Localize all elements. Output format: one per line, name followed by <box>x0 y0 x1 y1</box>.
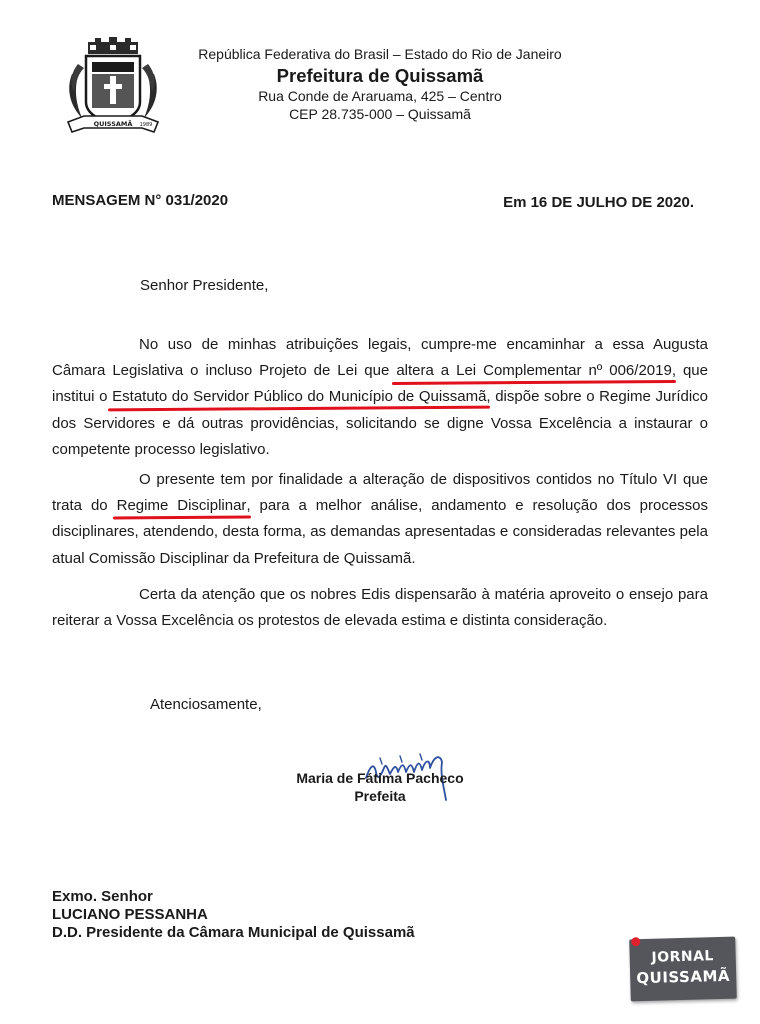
paragraph-2-text-a: O presente tem por finalidade a alteração de dispositivos contidos no Título VI que trata do <box>52 471 708 515</box>
jornal-quissama-badge <box>629 937 737 1002</box>
body-paragraph-2 <box>52 467 708 572</box>
letterhead-postal-code: CEP 28.735-000 – Quissamã <box>289 106 471 122</box>
highlight-regime-disciplinar: Regime Disciplinar <box>116 497 247 515</box>
letterhead-office-title: Prefeitura de Quissamã <box>276 65 484 86</box>
body-paragraph-1 <box>52 332 708 463</box>
highlight-lei-complementar: altera a Lei Complementar nº 006/2019 <box>396 362 672 380</box>
letterhead-street-address: Rua Conde de Araruama, 425 – Centro <box>258 88 502 104</box>
body-paragraph-3 <box>52 582 708 634</box>
paragraph-1-text-a: No uso de minhas atribuições legais, cumpre-me encaminhar a essa Augusta Câmara Legislativa o incluso Projeto de Lei que <box>52 336 708 380</box>
letterhead-country-state: República Federativa do Brasil – Estado do Rio de Janeiro <box>198 46 562 62</box>
pin-icon <box>631 937 640 946</box>
signer-name: Maria de Fátima Pacheco <box>296 770 464 786</box>
message-date: Em 16 DE JULHO DE 2020. <box>503 194 694 211</box>
crest-ribbon-text: QUISSAMÃ <box>93 120 133 128</box>
highlight-estatuto-servidor: Estatuto do Servidor Público do Município de Quissamã <box>112 388 487 406</box>
addressee-position: D.D. Presidente da Câmara Municipal de Quissamã <box>52 924 415 941</box>
paragraph-1-text-c: , dispõe sobre o Regime Jurídico dos Servidores e dá outras providências, solicitando se digne Vossa Excelência a instaurar o competente processo legislativo. <box>52 388 709 458</box>
signer-title: Prefeita <box>354 788 406 804</box>
message-number: MENSAGEM N° 031/2020 <box>52 192 229 209</box>
closing-greeting: Atenciosamente, <box>150 696 262 713</box>
addressee-honorific: Exmo. Senhor <box>52 888 153 905</box>
paragraph-1-text-b: , que institui o <box>52 362 708 406</box>
badge-line-1: JORNAL <box>651 948 715 966</box>
addressee-name: LUCIANO PESSANHA <box>52 906 208 923</box>
crest-ribbon-year: 1989 <box>139 122 153 128</box>
badge-line-2: QUISSAMÃ <box>636 966 731 988</box>
salutation: Senhor Presidente, <box>140 277 269 294</box>
municipal-crest-logo <box>64 34 162 138</box>
paragraph-3-text: Certa da atenção que os nobres Edis dispensarão à matéria aproveito o ensejo para reiterar a Vossa Excelência os protestos de elevada estima e distinta consideração. <box>52 586 708 630</box>
paragraph-2-text-b: , para a melhor análise, andamento e resolução dos processos disciplinares, atendendo, desta forma, as demandas apresentadas e consideradas relevantes pela atual Comissão Disciplinar da Prefeitura de Quissamã. <box>52 497 709 567</box>
